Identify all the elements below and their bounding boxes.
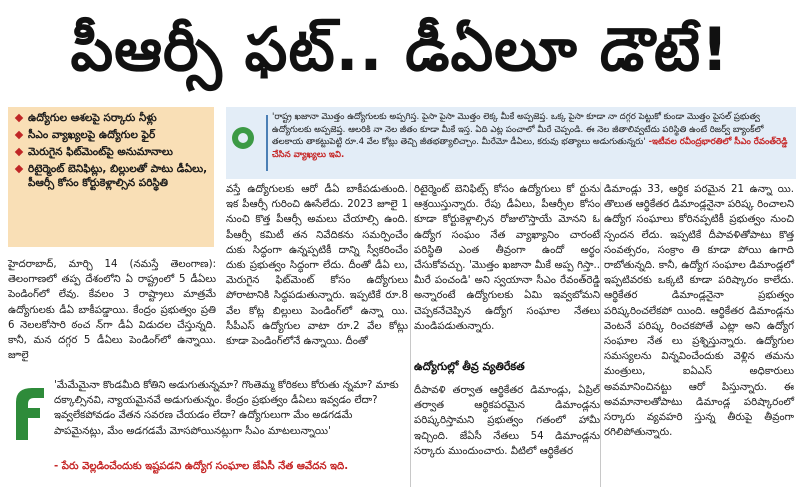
column-divider (410, 182, 411, 487)
paragraph: వస్తే ఉద్యోగులకు ఆరో డీఏ బాకీపడుతుంది. ఇక పీఆర్సీ గురించి ఊసేలేదు. 2023 జూలై 1 నుంచి కొత్త పీఆర్సీ అమలు చేయాల్సి ఉంది. పీఆర్సీ కమిటీ తన నివేదికను సమర్పించేం దుకు సిద్ధంగా ఉన్నప్పటికీ దాన్ని స్వీకరించేం దుకు ప్రభుత్వం సిద్ధంగా లేదు. దీంతో డీఏ లు, మెరుగైన ఫిట్‌మెంట్ కోసం ఉద్యోగులు పోరాటానికి సిద్ధపడుతున్నారు. ఇప్పటికే రూ.8 వేల కోట్ల బిల్లులు పెండింగ్‌లో ఉన్నా యి. సీపీఎస్ ఉద్యోగుల వాటా రూ.2 వేల కోట్లు కూడా పెండింగ్‌లోనే ఉన్నాయి. దీంతో (226, 184, 408, 348)
highlight-item (14, 128, 208, 142)
speaker-photo-icon (232, 127, 254, 149)
paragraph: డిమాండ్లు 33, ఆర్థిక పరమైన 21 ఉన్నా యి. తొలుత ఆర్థికేతర డిమాండ్లనైనా పరిష్క రించాలని ఉద్యోగ సంఘాలు కోరినప్పటికీ ప్రభుత్వం నుంచి స్పందన లేదు. ఇప్పటికే దీపావళితోపాటు కొత్త సంవత్సరం, సంక్రాం తి కూడా పోయి ఉగాది రాబోతున్నది. కానీ, ఉద్యోగ సంఘాల డిమాండ్లలో ఇప్పటివరకు ఒక్కటి కూడా పరిష్కారం కాలేదు. ఆర్థికేతర డిమాండ్లనైనా ప్రభుత్వం పరిష్కరించలేకపో యింది. ఆర్థికేతర డిమాండ్లను వెంటనే పరిష్క రించకపోతే ఎట్లా అని ఉద్యోగ సంఘాల నేత లు ప్రశ్నిస్తున్నారు. ఉద్యోగుల సమస్యలను విన్నవించేందుకు వెళ్లిన తమను మంత్రులు, ఐఏఎస్ అధికారులు అవమానించినట్టు ఆరో పిస్తున్నారు. ఈ అవమానాలతోపాటు డిమాండ్ల పరిష్కారంలో సర్కారు వ్యవహరి స్తున్న తీరుపై తీవ్రంగా రగిలిపోతున్నారు. (604, 184, 794, 439)
column-divider (600, 182, 601, 487)
green-quote-mark-icon (10, 386, 48, 440)
highlight-item (14, 145, 208, 159)
highlights-box (8, 107, 214, 247)
highlight-item (14, 162, 208, 190)
paragraph: దీపావళి తర్వాత ఆర్థికేతర డిమాండ్లు, ఏప్రిల్ తర్వాత ఆర్థికపరమైన డిమాండ్లను పరిష్కరిస్తామని ప్రభుత్వం గతంలో హామీ ఇచ్చింది. జేఏసీ నేతలు 54 డిమాండ్లను సర్కారు ముందుంచారు. వీటిలో ఆర్థికేతర (414, 385, 600, 457)
diamond-bullet-icon (15, 131, 23, 139)
highlight-text: మెరుగైన ఫిట్‌మెంట్‌పై అనుమానాలు (28, 146, 173, 158)
body-column-1 (8, 257, 216, 369)
paragraph: హైదరాబాద్, మార్చి 14 (నమస్తే తెలంగాణ): తెలంగాణలో తప్ప దేశంలోని ఏ రాష్ట్రంలో 5 డీఏలు పెండింగ్‌లో లేవు. కేవలం 3 రాష్ట్రాలు మాత్రమే ఉద్యోగులకు డీఏ బాకీపడ్డాయి. కేంద్రం ప్రభుత్వం ప్రతి 6 నెలలకోసారి ఠంచ న్‌గా డీఏ విడుదల చేస్తున్నది. కానీ, మన దగ్గర 5 డీఏలు పెండింగ్‌లో ఉన్నాయి. జూలై (8, 259, 216, 362)
headline: పీఆర్సీ ఫట్.. డీఏలూ డౌటే! (70, 15, 730, 85)
highlight-text: సీఎం వ్యాఖ్యలపై ఉద్యోగుల ఫైర్ (28, 129, 156, 141)
quote-bar (266, 115, 268, 171)
leader-quote-attribution: - పేరు వెల్లడించేందుకు ఇష్టపడని ఉద్యోగ సంఘాల జేఏసీ నేత ఆవేదన ఇది. (54, 461, 349, 472)
section-subhead: ఉద్యోగుల్లో తీవ్ర వ్యతిరేకత (414, 360, 525, 373)
paragraph: రిటైర్మెంట్ బెనిఫిట్స్ కోసం ఉద్యోగులు కో ర్టును ఆశ్రయిస్తున్నారు. రేపు డీఏలు, పీఆర్సీల కోసం కూడా కోర్టుకెళ్లాల్సిన రోజులొస్తాయే మోనని ఓ ఉద్యోగ సంఘం నేత వ్యాఖ్యానిం చారంటే పరిస్థితి ఎంత తీవ్రంగా ఉందో అర్థం చేసుకోవచ్చు. 'మొత్తం ఖజానా మీకే అప్ప గిస్తా.. మీరే పంచండి' అని స్వయానా సీఎం రేవంత్‌రెడ్డి అన్నారంటే ఉద్యోగులకు ఏమి ఇవ్వబోమని చెప్పకనేచెప్పిన ఉద్యోగ సంఘాల నేతలు మండిపడుతున్నారు. (414, 184, 600, 332)
highlight-item (14, 111, 208, 125)
highlight-text: రిటైర్మెంట్ బెనిఫిట్లు, బిల్లులతో పాటు డీఏలు, పీఆర్సీ కోసం కోర్టుకెళ్లాల్సిన పరిస్థితి (28, 163, 208, 189)
cm-quote-text (272, 111, 790, 161)
body-column-4 (604, 182, 794, 487)
leader-quote-text: 'మేమేమైనా కొండమీది కోతిని అడుగుతున్నమా? గొంతెమ్మ కోరికలు కోరుతు న్నమా? మాకు దక్కాల్సినవి, న్యాయమైనవే అడుగుతున్నం. కేంద్రం ప్రభుత్వం డీఏలు ఇవ్వడం లేదా? ఇవ్వలేకపోవడం వేతన సవరణ చేయడం లేదా? ఉద్యోగులుగా మేం అడగడమే పాపమైనట్లు, మేం అడగడమే మోసపోయినట్లుగా సీఎం మాటలున్నాయి' (54, 380, 399, 437)
diamond-bullet-icon (15, 148, 23, 156)
cm-quote-attribution: -ఇటీవల రవీంద్రభారతిలో సీఎం రేవంత్‌రెడ్డి చేసిన వ్యాఖ్యలు ఇవి. (272, 137, 788, 160)
diamond-bullet-icon (15, 114, 23, 122)
highlight-text: ఉద్యోగుల ఆశలపై సర్కారు నీళ్లు (28, 112, 157, 124)
body-column-3 (414, 182, 600, 332)
body-column-2 (226, 182, 408, 364)
leader-quote-box (8, 376, 406, 486)
diamond-bullet-icon (15, 165, 23, 173)
body-column-3-continued (414, 383, 600, 489)
cm-quote-box (226, 107, 796, 179)
cm-quote-body: 'రాష్ట్ర ఖజానా మొత్తం ఉద్యోగులకు అప్పగిస్త. పైసా పైసా మొత్తం లెక్క మీకే అప్పజెప్త. ఒక్క పైసా కూడా నా దగ్గర పెట్టుకో కుండా మొత్తం పైసల్ ప్రభుత్వ ఉద్యోగులకు అప్పజెప్త. ఆలరికి నా నెల జీతం కూడా మీకే ఇస్త. ఏది ఎట్ల పంచాలో మీరే చెప్పండి. ఈ నెల జీతాలివ్వటేదు పరిస్థితి ఉంటే రిజర్వ్ బ్యాంక్‌లో తలకాయ తాకట్టుపెట్టి రూ.4 వేల కోట్లు తెచ్చి జీతభత్యాలిచ్చాం. మీరేమో డీఏలు, కరువు భత్యాలు అడుగుతున్నరు' (272, 112, 764, 147)
